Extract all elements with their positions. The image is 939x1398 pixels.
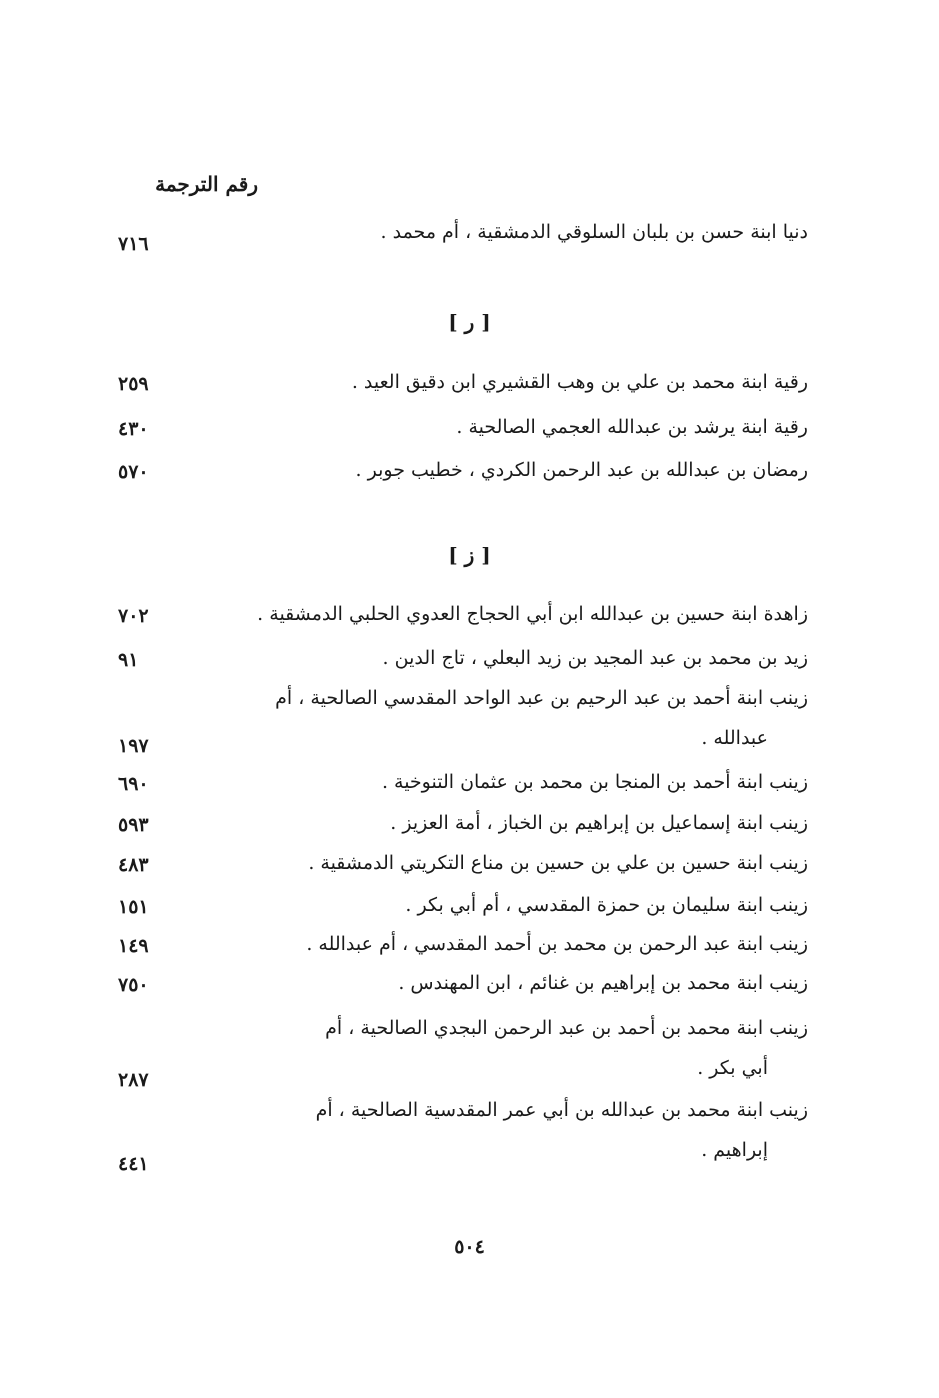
index-entry <box>118 803 808 843</box>
entry-name: زينب ابنة إسماعيل بن إبراهيم بن الخباز ، أمة العزيز . <box>390 812 808 834</box>
entry-number: ٦٩٠ <box>118 773 149 795</box>
entry-number: ٤٤١ <box>118 1153 149 1175</box>
entry-number: ٢٥٩ <box>118 373 149 395</box>
entry-name: زاهدة ابنة حسين بن عبدالله ابن أبي الحجاج العدوي الحلبي الدمشقية . <box>257 603 808 625</box>
column-header: رقم الترجمة <box>155 172 258 196</box>
entry-name-line1: زينب ابنة أحمد بن عبد الرحيم بن عبد الواحد المقدسي الصالحية ، أم <box>275 687 808 709</box>
index-entry <box>118 885 808 925</box>
index-entry <box>118 407 808 447</box>
index-entry <box>118 1090 808 1175</box>
entry-name: زينب ابنة أحمد بن المنجا بن محمد بن عثمان التنوخية . <box>381 771 808 793</box>
entry-name: زينب ابنة عبد الرحمن بن محمد بن أحمد المقدسي ، أم عبدالله . <box>306 933 808 955</box>
entry-name: زينب ابنة حسين بن علي بن حسين بن مناع التكريتي الدمشقية . <box>308 852 808 874</box>
index-entry <box>118 594 808 634</box>
entry-name-continuation: أبي بكر . <box>697 1057 768 1079</box>
entry-number: ٤٨٣ <box>118 854 149 876</box>
index-entry <box>118 963 808 1003</box>
entry-number: ٤٣٠ <box>118 418 149 440</box>
entry-name: زيد بن محمد بن عبد المجيد بن زيد البعلي ، تاج الدين . <box>382 647 808 669</box>
page-number: ٥٠٤ <box>454 1236 485 1258</box>
index-entry <box>118 212 808 262</box>
index-entry <box>118 843 808 883</box>
entry-name: زينب ابنة سليمان بن حمزة المقدسي ، أم أبي بكر . <box>405 894 808 916</box>
entry-name: رقية ابنة يرشد بن عبدالله العجمي الصالحية . <box>456 416 808 438</box>
entry-number: ٩١ <box>118 649 139 671</box>
entry-number: ٥٩٣ <box>118 814 149 836</box>
entry-number: ٧٥٠ <box>118 974 149 996</box>
index-entry <box>118 678 808 758</box>
entry-name-continuation: عبدالله . <box>701 727 768 749</box>
entry-name: رمضان بن عبدالله بن عبد الرحمن الكردي ، خطيب جوبر . <box>355 459 808 481</box>
entry-name: دنيا ابنة حسن بن بلبان السلوقي الدمشقية ، أم محمد . <box>380 221 808 243</box>
index-entry <box>118 924 808 964</box>
entry-name <box>198 1090 808 1170</box>
entry-name-continuation: إبراهيم . <box>701 1139 768 1161</box>
entry-name: رقية ابنة محمد بن علي بن وهب القشيري ابن دقيق العيد . <box>351 371 808 393</box>
entry-number: ١٥١ <box>118 896 149 918</box>
entry-number: ٧١٦ <box>118 233 149 255</box>
section-letter-zay: [ ز ] <box>448 543 491 567</box>
entry-name <box>198 678 808 758</box>
index-entry <box>118 1008 808 1091</box>
entry-name-line1: زينب ابنة محمد بن أحمد بن عبد الرحمن البجدي الصالحية ، أم <box>325 1017 808 1039</box>
entry-number: ٥٧٠ <box>118 461 149 483</box>
entry-number: ٢٨٧ <box>118 1069 149 1091</box>
entry-number: ٧٠٢ <box>118 605 149 627</box>
index-entry <box>118 638 808 678</box>
index-entry <box>118 362 808 402</box>
index-entry <box>118 450 808 490</box>
section-letter-ra: [ ر ] <box>448 310 491 334</box>
entry-number: ١٤٩ <box>118 935 149 957</box>
entry-name-line1: زينب ابنة محمد بن عبدالله بن أبي عمر المقدسية الصالحية ، أم <box>315 1099 808 1121</box>
entry-name: زينب ابنة محمد بن إبراهيم بن غنائم ، ابن المهندس . <box>398 972 808 994</box>
entry-number: ١٩٧ <box>118 735 149 757</box>
entry-name <box>198 1008 808 1088</box>
index-entry <box>118 762 808 802</box>
